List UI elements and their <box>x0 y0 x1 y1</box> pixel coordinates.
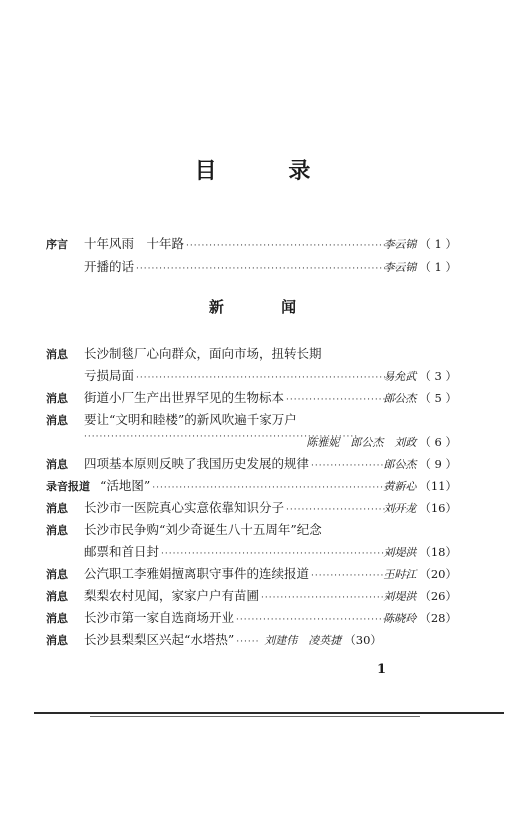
toc-entry <box>0 520 505 542</box>
leader-dots <box>136 373 415 383</box>
toc-entry-title: 长沙县梨梨区兴起“水塔热” <box>84 632 235 647</box>
toc-entry-title: 长沙制毯厂心向群众，面向市场，扭转长期 <box>84 346 322 361</box>
toc-entry-authors: 陈雅妮 郎公杰 刘政 <box>306 436 417 449</box>
toc-entry-page: （28） <box>419 611 457 625</box>
toc-entry-title: 长沙市民争购“刘少奇诞生八十五周年”纪念 <box>84 522 322 537</box>
leader-dots <box>161 549 415 559</box>
toc-entry-author: 刘开龙 <box>383 502 417 515</box>
section-title-news: 新 闻 <box>208 298 323 316</box>
toc-entry <box>0 608 505 630</box>
toc-entry-title-continued: 邮票和首日封 <box>84 544 160 559</box>
page-number: 1 <box>377 662 387 677</box>
toc-entry-page: （16） <box>419 501 457 515</box>
toc-entry-title: “活地图” <box>100 478 151 493</box>
toc-category: 消息 <box>46 568 68 581</box>
toc-entry-continuation <box>0 366 505 388</box>
toc-entry-authors: 刘建伟 凌英捷 <box>264 634 342 647</box>
toc-category: 消息 <box>46 414 68 427</box>
toc-entry-author: 郎公杰 <box>383 458 417 471</box>
toc-entry-author: 易允武 <box>383 370 417 383</box>
toc-entry-author: 李云锦 <box>383 238 417 251</box>
toc-entry-page: （ 5 ） <box>419 391 457 405</box>
toc-category: 消息 <box>46 392 68 405</box>
leader-dots <box>136 264 415 274</box>
toc-entry-page: （ 3 ） <box>419 369 457 383</box>
toc-category: 消息 <box>46 634 68 647</box>
toc-entry-author: 陈晓玲 <box>383 612 417 625</box>
leader-dots <box>186 241 415 251</box>
toc-entry-title: 长沙市一医院真心实意依靠知识分子 <box>84 500 285 515</box>
toc-entry-page: （18） <box>419 545 457 559</box>
toc-category: 录音报道 <box>46 480 90 493</box>
toc-entry-page: （26） <box>419 589 457 603</box>
bottom-rule <box>34 712 504 714</box>
toc-entry-author: 郎公杰 <box>383 392 417 405</box>
toc-entry-page: （ 1 ） <box>419 237 457 251</box>
toc-entry-page: （20） <box>419 567 457 581</box>
toc-category: 消息 <box>46 348 68 361</box>
toc-entry <box>0 388 505 410</box>
toc-entry-title: 要让“文明和睦楼”的新风吹遍千家万户 <box>84 412 297 427</box>
toc-category: 消息 <box>46 524 68 537</box>
toc-entry-title: 四项基本原则反映了我国历史发展的规律 <box>84 456 310 471</box>
toc-entry-continuation <box>0 542 505 564</box>
leader-dots <box>152 483 415 493</box>
toc-entry <box>0 476 505 498</box>
toc-entry-title: 梨梨农村见闻，家家户户有苗圃 <box>84 588 260 603</box>
toc-entry-page: （11） <box>419 479 457 493</box>
toc-entry-author: 刘堤洪 <box>383 590 417 603</box>
toc-entry <box>0 344 505 366</box>
toc-entry-title: 长沙市第一家自选商场开业 <box>84 610 235 625</box>
toc-entry-page: （ 6 ） <box>419 435 457 449</box>
toc-entry <box>0 586 505 608</box>
toc-entry-title: 十年风雨 十年路 <box>84 236 185 251</box>
toc-entry-title-continued: 亏损局面 <box>84 368 135 383</box>
toc-entry-page: （ 9 ） <box>419 457 457 471</box>
toc-entry <box>0 498 505 520</box>
toc-entry-page: （30） <box>344 633 382 647</box>
toc-entry-title: 开播的话 <box>84 259 135 274</box>
toc-entry <box>0 630 505 652</box>
toc-entry-title: 公汽职工李雅娟擅离职守事件的连续报道 <box>84 566 310 581</box>
toc-entry <box>0 564 505 586</box>
toc-entry-title: 街道小厂生产出世界罕见的生物标本 <box>84 390 285 405</box>
toc-entry <box>0 410 505 432</box>
toc-entry-author: 刘堤洪 <box>383 546 417 559</box>
toc-entry-page: （ 1 ） <box>419 260 457 274</box>
toc-category: 消息 <box>46 612 68 625</box>
toc-category: 消息 <box>46 590 68 603</box>
toc-entry-author: 李云锦 <box>383 261 417 274</box>
toc-title: 目 录 <box>194 158 343 184</box>
toc-entry-author: 黄新心 <box>383 480 417 493</box>
toc-entry-preface-1 <box>0 234 505 256</box>
bottom-rule-secondary <box>90 716 420 717</box>
leader-dots <box>236 637 258 647</box>
toc-entry-continuation <box>0 432 505 454</box>
toc-entry-author: 王时江 <box>383 568 417 581</box>
toc-entry <box>0 454 505 476</box>
toc-category: 序言 <box>46 238 68 251</box>
toc-category: 消息 <box>46 458 68 471</box>
toc-category: 消息 <box>46 502 68 515</box>
toc-entry-preface-2 <box>0 257 505 279</box>
